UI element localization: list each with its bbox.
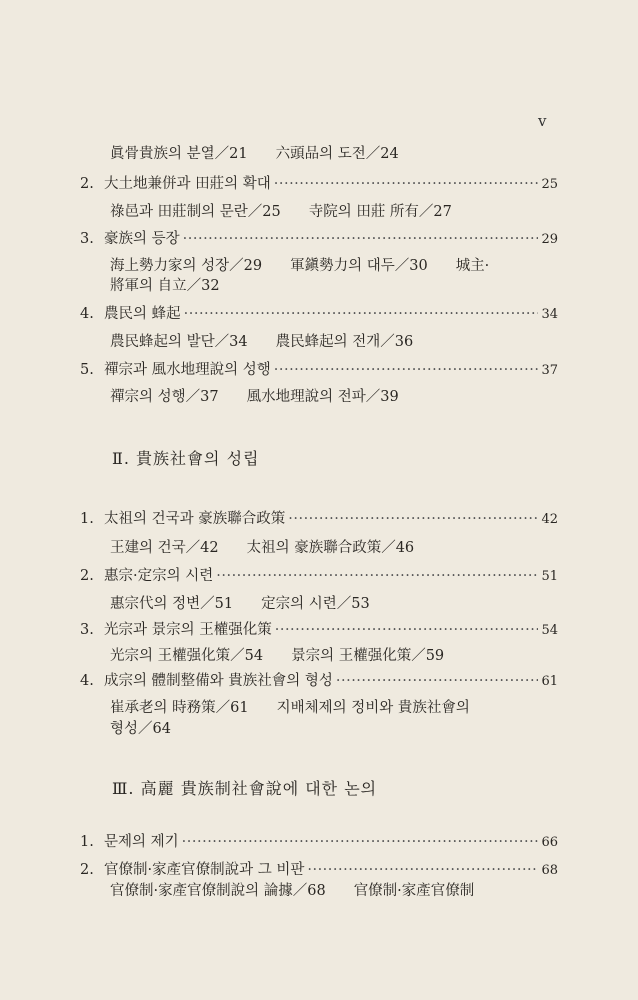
entry-number: 4. xyxy=(80,306,94,322)
toc-entry xyxy=(80,860,558,881)
entry-number: 1. xyxy=(80,834,94,850)
entry-title: 豪族의 등장 xyxy=(104,231,180,247)
subentry-item: 景宗의 王權强化策／59 xyxy=(291,648,445,664)
entry-page: 37 xyxy=(541,363,558,378)
toc-subentry xyxy=(110,332,413,352)
entry-number: 3. xyxy=(80,231,94,247)
dot-leader xyxy=(216,566,538,586)
subentry-item: 寺院의 田莊 所有／27 xyxy=(308,204,452,220)
subentry-item: 眞骨貴族의 분열／21 xyxy=(110,146,248,162)
dot-leader xyxy=(274,360,539,380)
entry-title: 惠宗·定宗의 시련 xyxy=(104,568,214,584)
subentry-item: 農民蜂起의 발단／34 xyxy=(110,334,248,350)
subentry-item: 軍鎭勢力의 대두／30 xyxy=(290,258,428,274)
dot-leader xyxy=(184,304,539,324)
dot-leader xyxy=(275,620,539,640)
toc-entry xyxy=(80,509,558,530)
dot-leader xyxy=(307,860,538,880)
entry-number: 2. xyxy=(80,176,94,192)
subentry-item: 王建의 건국／42 xyxy=(110,540,219,556)
dot-leader xyxy=(274,174,539,194)
entry-title: 農民의 蜂起 xyxy=(104,306,181,322)
entry-title: 官僚制·家產官僚制說과 그 비판 xyxy=(104,862,305,878)
entry-page: 34 xyxy=(541,307,558,322)
subentry-item: 지배체제의 정비와 貴族社會의 xyxy=(276,700,470,716)
toc-entry xyxy=(80,832,558,853)
toc-entry xyxy=(80,620,558,641)
chapter-heading: Ⅱ. 貴族社會의 성립 xyxy=(112,449,260,468)
toc-subentry xyxy=(110,202,452,222)
chapter-heading: Ⅲ. 高麗 貴族制社會說에 대한 논의 xyxy=(112,779,378,798)
toc-entry xyxy=(80,229,558,250)
entry-page: 61 xyxy=(541,674,558,689)
toc-entry xyxy=(80,566,558,587)
entry-title: 太祖의 건국과 豪族聯合政策 xyxy=(104,511,286,527)
subentry-item: 農民蜂起의 전개／36 xyxy=(275,334,414,350)
toc-subentry xyxy=(110,698,470,718)
toc-subentry xyxy=(110,256,489,276)
subentry-item: 風水地理說의 전파／39 xyxy=(246,389,399,405)
subentry-item: 城主· xyxy=(455,258,490,274)
toc-entry xyxy=(80,304,558,325)
entry-number: 4. xyxy=(80,673,94,689)
toc-subentry xyxy=(110,881,474,901)
entry-page: 29 xyxy=(541,232,558,247)
subentry-item: 太祖의 豪族聯合政策／46 xyxy=(246,540,415,556)
subentry-item: 禪宗의 성행／37 xyxy=(110,389,219,405)
page-number: v xyxy=(538,112,547,130)
dot-leader xyxy=(288,509,538,529)
entry-page: 68 xyxy=(541,863,558,878)
toc-subentry xyxy=(110,538,414,558)
toc-subentry xyxy=(110,144,399,164)
entry-number: 5. xyxy=(80,362,94,378)
entry-page: 42 xyxy=(541,512,558,527)
subentry-item: 定宗의 시련／53 xyxy=(261,596,370,612)
entry-title: 大土地兼併과 田莊의 확대 xyxy=(104,176,271,192)
subentry-item: 祿邑과 田莊制의 문란／25 xyxy=(110,204,281,220)
entry-title: 문제의 제기 xyxy=(104,834,179,850)
subentry-item: 六頭品의 도전／24 xyxy=(275,146,399,162)
subentry-item: 海上勢力家의 성장／29 xyxy=(110,258,263,274)
subentry-item: 官僚制·家產官僚制 xyxy=(353,883,475,899)
subentry-item: 官僚制·家產官僚制說의 論據／68 xyxy=(110,883,326,899)
entry-number: 2. xyxy=(80,862,94,878)
toc-entry xyxy=(80,360,558,381)
subentry-item: 將軍의 自立／32 xyxy=(110,278,220,294)
toc-subentry xyxy=(110,594,370,614)
toc-subentry xyxy=(110,719,171,739)
entry-page: 54 xyxy=(541,623,558,638)
entry-number: 2. xyxy=(80,568,94,584)
toc-subentry xyxy=(110,646,444,666)
subentry-item: 형성／64 xyxy=(110,721,171,737)
entry-page: 25 xyxy=(541,177,558,192)
subentry-item: 崔承老의 時務策／61 xyxy=(110,700,249,716)
entry-title: 成宗의 體制整備와 貴族社會의 형성 xyxy=(104,673,333,689)
entry-page: 51 xyxy=(541,569,558,584)
entry-title: 禪宗과 風水地理說의 성행 xyxy=(104,362,271,378)
entry-number: 3. xyxy=(80,622,94,638)
dot-leader xyxy=(183,229,539,249)
entry-page: 66 xyxy=(541,835,558,850)
subentry-item: 光宗의 王權强化策／54 xyxy=(110,648,264,664)
toc-subentry xyxy=(110,276,220,296)
toc-subentry xyxy=(110,387,399,407)
subentry-item: 惠宗代의 정변／51 xyxy=(110,596,234,612)
dot-leader xyxy=(336,671,539,691)
dot-leader xyxy=(182,832,539,852)
entry-title: 光宗과 景宗의 王權强化策 xyxy=(104,622,272,638)
toc-entry xyxy=(80,174,558,195)
entry-number: 1. xyxy=(80,511,94,527)
toc-entry xyxy=(80,671,558,692)
